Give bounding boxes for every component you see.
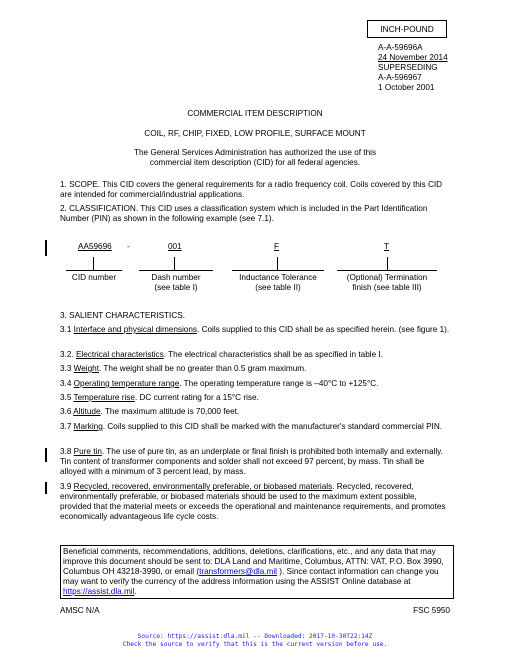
salient-heading: 3. SALIENT CHARACTERISTICS. — [60, 311, 185, 320]
section-3-6 — [60, 407, 450, 417]
fsc-label: FSC 5950 — [413, 606, 450, 615]
pin-code-dash: 001 — [168, 242, 182, 251]
comments-text: ). Since contact information can change you may want to verify the currency of the address information using the ASSIST Online database at — [63, 567, 439, 586]
pin-connector-tick — [277, 257, 278, 270]
section-3-4 — [60, 379, 450, 389]
section-title: Altitude — [73, 407, 101, 416]
pin-label-termination — [330, 273, 444, 293]
pin-label-line: (see table I) — [154, 283, 198, 292]
pin-connector-tick — [387, 257, 388, 270]
pin-label-dash — [131, 273, 221, 293]
doc-number: A-A-59696A — [378, 43, 423, 52]
amsc-label: AMSC N/A — [60, 606, 100, 615]
section-title: Electrical characteristics — [75, 350, 164, 359]
section-text: . The electrical characteristics shall be as specified in table I. — [163, 350, 383, 359]
superseding-label: SUPERSEDING — [378, 63, 438, 72]
section-3-2 — [60, 350, 450, 360]
pin-label-line: (see table II) — [255, 283, 301, 292]
change-bar — [45, 448, 47, 462]
pin-code-termination: T — [384, 242, 390, 251]
superseded-number: A-A-596967 — [378, 73, 422, 82]
section-title: Marking — [73, 422, 103, 431]
section-text: . Coils supplied to this CID shall be as specified herein. (see figure 1). — [197, 325, 450, 334]
section-text: . The operating temperature range is –40°C to +125°C. — [179, 379, 379, 388]
section-number: 3.8 — [60, 447, 74, 456]
classification-paragraph: 2. CLASSIFICATION. This CID uses a classification system which is included in the Part Identification Number (PIN) as shown in the following example (see 7.1). — [60, 204, 428, 223]
comments-text: . — [134, 587, 137, 596]
authorization-line-2: commercial item description (CID) for all federal agencies. — [149, 158, 361, 167]
scope-paragraph: 1. SCOPE. This CID covers the general requirements for a radio frequency coil. Coils covered by this CID are intended for commercial/industrial applications. — [60, 180, 443, 199]
authorization-line-1: The General Services Administration has authorized the use of this — [133, 148, 377, 157]
pin-label-underline — [66, 270, 122, 271]
section-3-3 — [60, 364, 450, 374]
section-text: . Recycled, recovered, environmentally preferable, or biobased materials should be used to the maximum extent possible, provided that the material meets or exceeds the operational and maintenance requirements, and promotes economically advantageous life cycle costs. — [60, 482, 446, 521]
pin-connector-tick — [174, 257, 175, 270]
pin-separator: - — [127, 242, 130, 251]
section-number: 3.2. — [60, 350, 76, 359]
section-text: . Coils supplied to this CID shall be marked with the manufacturer's standard commercial PIN. — [102, 422, 443, 431]
section-number: 3.6 — [60, 407, 74, 416]
section-number: 3.5 — [60, 393, 74, 402]
section-3-8 — [60, 447, 450, 477]
pin-label-underline — [139, 270, 213, 271]
section-text: . The use of pure tin, as an underplate or final finish is prohibited both internally and externally. Tin content of transformer components and solder shall not exceed 97 percent, by mass. Tin shall be alloyed with a minimum of 3 percent lead, by mass. — [60, 447, 443, 476]
document-type-title: COMMERCIAL ITEM DESCRIPTION — [187, 109, 323, 118]
change-bar — [45, 240, 47, 256]
section-title: Weight — [73, 364, 100, 373]
doc-date: 24 November 2014 — [378, 53, 448, 62]
section-title: Operating temperature range — [73, 379, 180, 388]
pin-label-underline — [232, 270, 324, 271]
section-number: 3.1 — [60, 325, 74, 334]
source-line: Source: https://assist.dla.mil -- Downloaded: 2017-10-30T22:14Z — [137, 633, 373, 640]
pin-label-line: CID number — [71, 273, 117, 282]
pin-label-line: (Optional) Termination — [346, 273, 428, 282]
document-subject-title: COIL, RF, CHIP, FIXED, LOW PROFILE, SURFACE MOUNT — [144, 129, 366, 138]
section-number: 3.7 — [60, 422, 74, 431]
pin-code-tolerance: F — [274, 242, 280, 251]
pin-label-line: Dash number — [151, 273, 201, 282]
pin-label-cid — [56, 273, 132, 283]
section-3-7 — [60, 422, 450, 432]
section-title: Recycled, recovered, environmentally preferable, or biobased materials — [73, 482, 333, 491]
section-text: . The maximum altitude is 70,000 feet. — [100, 407, 240, 416]
pin-connector-tick — [93, 257, 94, 270]
section-3-1 — [60, 325, 450, 335]
assist-url-link[interactable]: https://assist.dla.mil — [63, 587, 135, 596]
section-number: 3.9 — [60, 482, 74, 491]
source-note — [0, 633, 510, 648]
comments-text: Beneficial comments, recommendations, additions, deletions, clarifications, etc., and any data that may improve this document should be sent to: DLA Land and Maritime, Columbus, ATTN: VAT, P.O. Box 3990, Columbus OH 43218-3990, or email ( — [63, 547, 444, 576]
section-number: 3.4 — [60, 379, 74, 388]
pin-label-underline — [337, 270, 437, 271]
beneficial-comments-box — [60, 545, 454, 599]
change-bar — [45, 482, 47, 494]
pin-label-tolerance — [224, 273, 332, 293]
section-title: Pure tin — [73, 447, 102, 456]
section-3-9 — [60, 482, 450, 522]
inch-pound-stamp: INCH-POUND — [367, 20, 447, 38]
superseded-date: 1 October 2001 — [378, 83, 435, 92]
section-3-5 — [60, 393, 450, 403]
pin-label-line: finish (see table III) — [352, 283, 422, 292]
section-title: Interface and physical dimensions — [73, 325, 198, 334]
pin-code-cid: AA59696 — [78, 242, 112, 251]
email-link[interactable]: transformers@dla.mil — [199, 567, 277, 576]
document-number-block — [378, 43, 448, 93]
section-title: Temperature rise — [73, 393, 135, 402]
section-text: . The weight shall be no greater than 0.5 gram maximum. — [99, 364, 307, 373]
section-number: 3.3 — [60, 364, 74, 373]
section-text: . DC current rating for a 15°C rise. — [134, 393, 259, 402]
source-line: Check the source to verify that this is the current version before use. — [122, 640, 388, 648]
pin-label-line: Inductance Tolerance — [239, 273, 317, 282]
